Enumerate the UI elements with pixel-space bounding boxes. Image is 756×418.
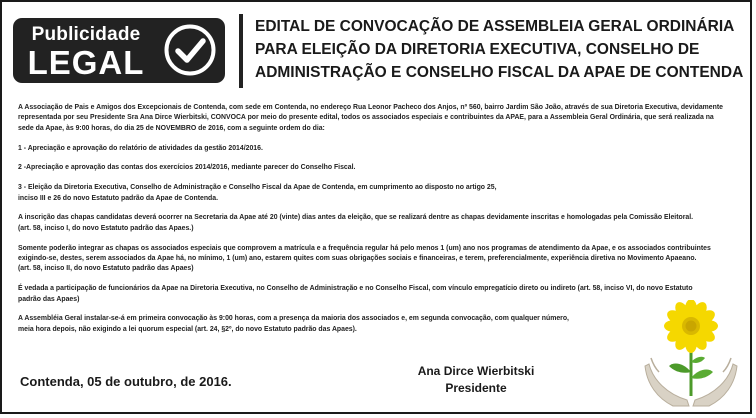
notice-title [255, 15, 755, 84]
agenda-item-3 [18, 183, 736, 204]
agenda-item-2 [18, 163, 736, 173]
eligibility-paragraph [18, 244, 736, 275]
registration-paragraph [18, 213, 736, 234]
text-line: sede da Apae, às 9:00 horas, do dia 25 de NOVEMBRO de 2016, com a seguinte ordem do dia: [18, 124, 325, 132]
signature-block [406, 363, 546, 397]
text-line: 2 -Apreciação e aprovação das contas dos exercícios 2014/2016, mediante parecer do Conselho Fiscal. [18, 164, 356, 172]
title-line: ADMINISTRAÇÃO E CONSELHO FISCAL DA APAE DE CONTENDA [255, 64, 744, 81]
header-divider [239, 14, 243, 88]
title-line: PARA ELEIÇÃO DA DIRETORIA EXECUTIVA, CONSELHO DE [255, 41, 700, 58]
publicidade-legal-badge [13, 18, 225, 83]
intro-paragraph [18, 103, 736, 134]
text-line: exigindo-se, destes, serem associados da Apae há, no mínimo, 1 (um) ano, estarem quites com suas obrigações sociais e financeiras, e terem, preferencialmente, experiência diretiva no Movimento Apaeano. [18, 255, 697, 263]
apae-flower-hands-logo [643, 300, 739, 408]
text-line: A inscrição das chapas candidatas deverá ocorrer na Secretaria da Apae até 20 (vinte) dias antes da eleição, que se realizará dentre as chapas devidamente inscritas e homologadas pela Comissão Eleitoral. [18, 214, 694, 222]
notice-date: Contenda, 05 de outubro, de 2016. [20, 374, 232, 389]
restriction-paragraph [18, 284, 736, 305]
quorum-paragraph [18, 314, 736, 335]
text-line: representada por seu Presidente Sra Ana Dirce Wierbitski, CONVOCA por meio do presente edital, todos os associados especiais e contribuintes da APAE, para a Assembleia Geral Ordinária, que será realizada na [18, 114, 714, 122]
text-line: A Associação de Pais e Amigos dos Excepcionais de Contenda, com sede em Contenda, no endereço Rua Leonor Pacheco dos Anjos, nº 560, bairro Jardim São João, através de sua Diretoria Executiva, devidamente [18, 104, 723, 111]
text-line: padrão das Apaes) [18, 295, 80, 303]
text-line: A Assembléia Geral instalar-se-á em primeira convocação às 9:00 horas, com a presença da maioria dos associados e, em segunda convocação, com qualquer número, [18, 315, 569, 323]
notice-body [18, 103, 736, 345]
badge-line1: Publicidade [31, 24, 141, 45]
text-line: 3 - Eleição da Diretoria Executiva, Conselho de Administração e Conselho Fiscal da Apae de Contenda, em cumprimento ao disposto no artigo 25, [18, 184, 497, 192]
text-line: meia hora depois, não exigindo a lei quorum especial (art. 24, §2º, do novo Estatuto padrão das Apaes). [18, 325, 357, 333]
agenda-item-1 [18, 144, 736, 154]
text-line: (art. 58, inciso I, do novo Estatuto padrão das Apaes.) [18, 224, 194, 232]
text-line: inciso III e 26 do novo Estatuto padrão da Apae de Contenda. [18, 194, 218, 202]
signer-role: Presidente [445, 381, 507, 395]
text-line: Somente poderão integrar as chapas os associados especiais que comprovem a matrícula e a frequência regular há pelo menos 1 (um) ano nos programas de atendimento da Apae, e os associados contribuintes [18, 244, 711, 252]
title-line: EDITAL DE CONVOCAÇÃO DE ASSEMBLEIA GERAL ORDINÁRIA [255, 18, 735, 35]
badge-text [23, 24, 149, 80]
text-line: É vedada a participação de funcionários da Apae na Diretoria Executiva, no Conselho de Administração e no Conselho Fiscal, com vínculo empregatício direto ou indireto (art. 58, inciso VI, do novo Estatuto [18, 285, 693, 293]
check-circle-icon [163, 23, 217, 77]
text-line: 1 - Apreciação e aprovação do relatório de atividades da gestão 2014/2016. [18, 144, 263, 152]
text-line: (art. 58, inciso II, do novo Estatuto padrão das Apaes) [18, 265, 194, 273]
badge-line2: LEGAL [27, 44, 145, 81]
signer-name: Ana Dirce Wierbitski [417, 364, 535, 378]
